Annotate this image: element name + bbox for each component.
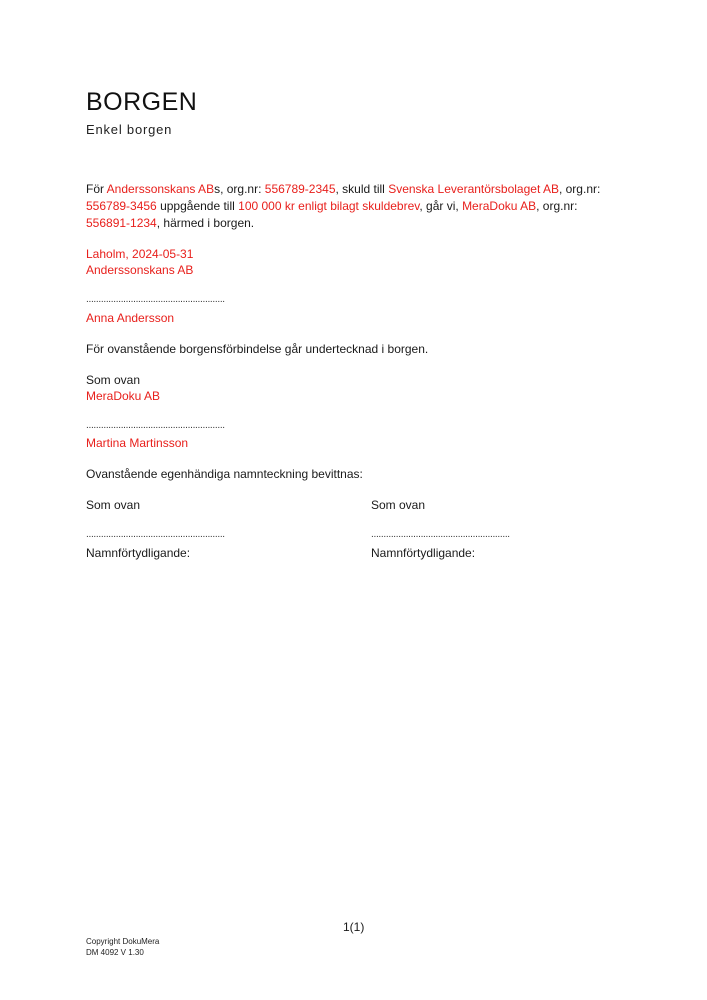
para-text: För: [86, 182, 107, 196]
witness-left-signature-line: ........................................................: [86, 529, 225, 540]
para-text: , härmed i borgen.: [156, 216, 255, 230]
para-text: s, org.nr:: [214, 182, 265, 196]
witness-right-clarification: Namnförtydligande:: [371, 546, 476, 560]
guarantee-amount: 100 000 kr enligt bilagt skuldebrev: [238, 199, 420, 213]
signature-line: ........................................................: [86, 294, 225, 305]
signer2-company: MeraDoku AB: [86, 389, 161, 403]
para-text: uppgående till: [156, 199, 239, 213]
guarantee-statement: För ovanstående borgensförbindelse går undertecknad i borgen.: [86, 342, 429, 356]
witness-right-signature-line: ........................................................: [371, 529, 510, 540]
signer2-name: Martina Martinsson: [86, 436, 189, 450]
witness-left-same: Som ovan: [86, 498, 141, 512]
creditor-orgnr: 556789-3456: [86, 199, 157, 213]
debtor-orgnr: 556789-2345: [264, 182, 336, 196]
para-text: , org.nr:: [558, 182, 601, 196]
para-text: , org.nr:: [536, 199, 578, 213]
debtor-name: Anderssonskans AB: [106, 182, 215, 196]
guarantor-orgnr: 556891-1234: [86, 216, 157, 230]
same-as-above: Som ovan: [86, 373, 141, 387]
witness-heading: Ovanstående egenhändiga namnteckning bevittnas:: [86, 467, 363, 481]
signature-line: ........................................................: [86, 420, 225, 431]
guarantee-paragraph: [86, 181, 626, 232]
place-date: Laholm, 2024-05-31: [86, 247, 194, 261]
document-title: BORGEN: [86, 88, 198, 116]
witness-left-clarification: Namnförtydligande:: [86, 546, 191, 560]
page-number: 1(1): [343, 920, 365, 934]
para-text: , skuld till: [335, 182, 389, 196]
witness-right-same: Som ovan: [371, 498, 426, 512]
creditor-name: Svenska Leverantörsbolaget AB: [388, 182, 559, 196]
footer-copyright: Copyright DokuMera: [86, 937, 160, 946]
guarantor-name: MeraDoku AB: [462, 199, 537, 213]
signer1-name: Anna Andersson: [86, 311, 175, 325]
document-subtitle: Enkel borgen: [86, 122, 173, 137]
footer-doc-id: DM 4092 V 1.30: [86, 948, 144, 957]
signer1-company: Anderssonskans AB: [86, 263, 194, 277]
para-text: , går vi,: [419, 199, 463, 213]
